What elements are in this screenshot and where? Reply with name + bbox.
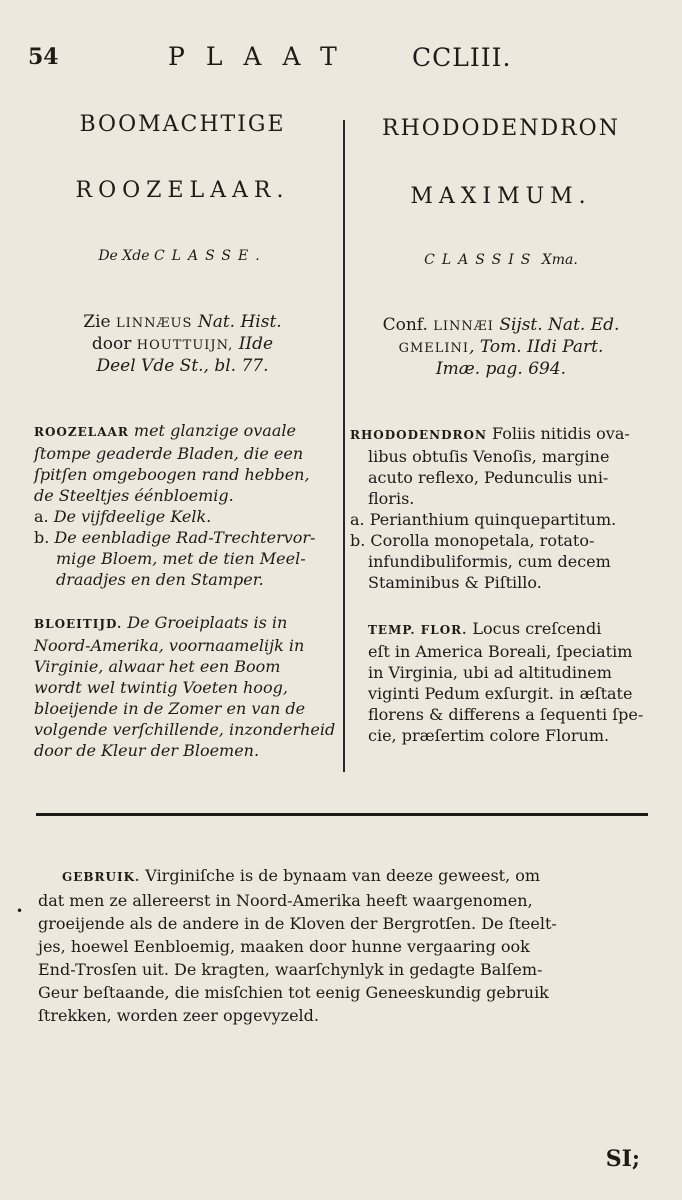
signature-mark: SI; [605, 1146, 640, 1172]
bloei-line: Virginie, alwaar het een Boom [34, 657, 281, 676]
running-title: PLAAT [168, 42, 358, 71]
usage-line: End-Trosſen uit. De kragten, waarſchynlyk in gedagte Balſem- [38, 960, 543, 979]
left-subtitle: ROOZELAAR. [75, 178, 290, 203]
ref-editor: GMELINI [398, 341, 470, 356]
usage-line: jes, hoewel Eenbloemig, maaken door hunne vergaaring ook [38, 937, 530, 956]
ref-translator: HOUTTUIJN, [136, 338, 234, 353]
bloei-line: volgende verſchillende, inzonderheid [34, 720, 336, 739]
usage-line: Geur beſtaande, die misſchien tot eenig Geneeskundig gebruik [38, 983, 549, 1002]
ref-author: LINNÆUS [116, 316, 193, 331]
item-label: a. [34, 507, 49, 526]
column-divider [343, 120, 345, 772]
right-title: RHODODENDRON [382, 116, 620, 141]
right-subtitle: MAXIMUM. [410, 184, 592, 209]
left-title: BOOMACHTIGE [79, 112, 286, 137]
ref-text: Conf. [382, 315, 434, 335]
ref-work: Nat. Hist. [192, 312, 282, 332]
item-text: De vijfdeelige Kelk. [48, 507, 212, 526]
right-class-word: CLASSIS [424, 252, 538, 268]
desc-line: Foliis nitidis ova- [486, 424, 630, 443]
desc-line: ſtompe geaderde Bladen, die een [34, 444, 304, 463]
right-class-line [350, 252, 652, 268]
desc-line: floris. [368, 489, 415, 508]
left-reference [30, 312, 335, 377]
plate-number: CCLIII. [412, 43, 512, 72]
item-text: infundibuliformis, cum decem [368, 552, 611, 571]
ref-author: LINNÆI [433, 319, 494, 334]
temp-line: eſt in America Boreali, ſpeciatim [368, 642, 633, 661]
desc-line: libus obtuſis Venoſis, margine [368, 447, 610, 466]
page-number: 54 [28, 44, 59, 70]
right-reference [350, 315, 652, 380]
bloei-line: door de Kleur der Bloemen. [34, 741, 260, 760]
desc-line: de Steeltjes éénbloemig. [34, 486, 234, 505]
bloei-line: Noord-Amerika, voornaamelijk in [34, 636, 305, 655]
item-text: Perianthium quinquepartitum. [364, 510, 617, 529]
left-flowering [34, 612, 335, 761]
item-text: draadjes en den Stamper. [56, 570, 264, 589]
left-class-line [30, 248, 335, 264]
ref-text: door [91, 334, 137, 354]
item-text: Staminibus & Piſtillo. [368, 573, 542, 592]
bloei-line: De Groeiplaats is in [122, 613, 288, 632]
right-description [350, 423, 630, 593]
right-flowering [368, 618, 643, 746]
usage-line: Virginiſche is de bynaam van deeze geweest, om [140, 866, 541, 885]
item-text: mige Bloem, met de tien Meel- [56, 549, 306, 568]
ref-page: Imæ. pag. 694. [435, 359, 567, 379]
right-class-suffix: Xma. [541, 252, 578, 268]
desc-line: met glanzige ovaale [128, 421, 296, 440]
temp-line: Locus creſcendi [467, 619, 602, 638]
temp-line: viginti Pedum exſurgit. in æſtate [368, 684, 633, 703]
left-class-word: CLASSE. [153, 248, 267, 264]
bloei-line: wordt wel twintig Voeten hoog, [34, 678, 288, 697]
item-label: b. [350, 531, 366, 550]
section-rule [36, 813, 648, 816]
temp-line: florens & differens a ſequenti ſpe- [368, 705, 644, 724]
left-class-prefix: De Xde [98, 248, 150, 264]
usage-line: groeijende als de andere in de Kloven der Bergrotſen. De ſteelt- [38, 914, 557, 933]
temp-line: in Virginia, ubi ad altitudinem [368, 663, 612, 682]
item-text: Corolla monopetala, rotato- [365, 531, 595, 550]
temp-lead: TEMP. FLOR. [368, 623, 468, 637]
desc-lead: RHODODENDRON [350, 428, 487, 442]
margin-dot: • [16, 904, 24, 918]
bloei-line: bloeijende in de Zomer en van de [34, 699, 306, 718]
usage-paragraph [38, 864, 647, 1027]
usage-lead: GEBRUIK. [62, 870, 141, 884]
ref-page: Deel Vde St., bl. 77. [96, 356, 269, 376]
ref-work: Sijst. Nat. Ed. [493, 315, 620, 335]
item-label: a. [350, 510, 365, 529]
temp-line: cie, præſertim colore Florum. [368, 726, 610, 745]
desc-line: acuto reflexo, Pedunculis uni- [368, 468, 609, 487]
desc-lead: ROOZELAAR [34, 425, 129, 439]
ref-text: Zie [83, 312, 117, 332]
ref-part: IIde [233, 334, 274, 354]
desc-line: ſpitſen omgeboogen rand hebben, [34, 465, 310, 484]
left-description [34, 420, 315, 590]
usage-line: dat men ze allereerst in Noord-Amerika heeft waargenomen, [38, 891, 533, 910]
ref-part: , Tom. IIdi Part. [469, 337, 604, 357]
bloei-lead: BLOEITIJD. [34, 617, 123, 631]
item-label: b. [34, 528, 50, 547]
item-text: De eenbladige Rad-Trechtervor- [49, 528, 316, 547]
usage-line: ſtrekken, worden zeer opgevyzeld. [38, 1006, 319, 1025]
